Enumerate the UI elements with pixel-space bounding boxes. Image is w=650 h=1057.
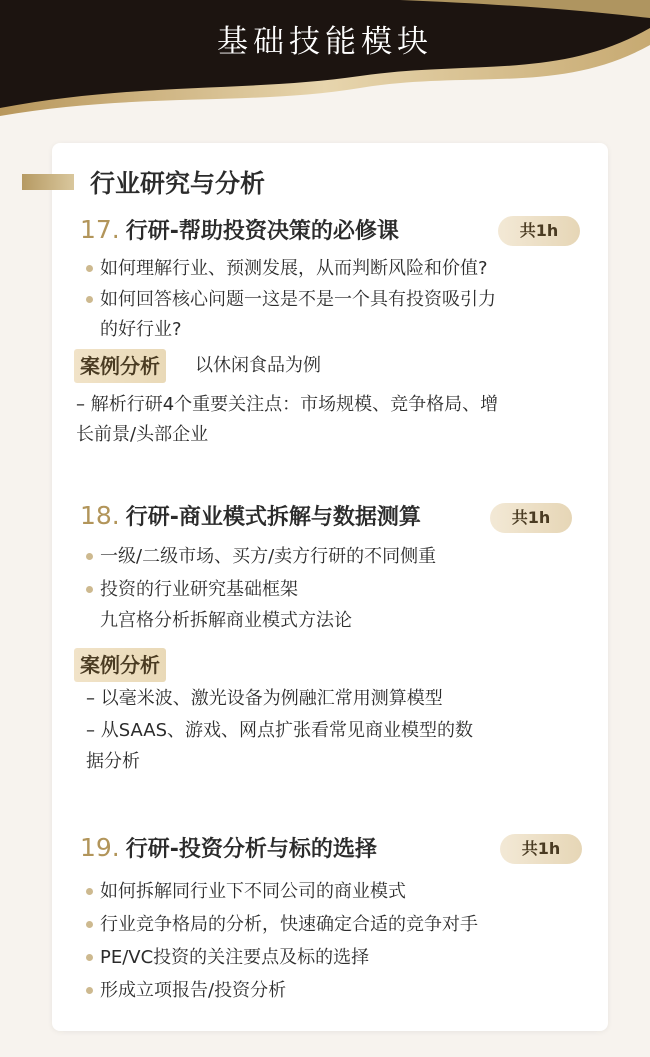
case-study-line: – 从SAAS、游戏、网点扩张看常见商业模型的数 [86,720,474,741]
case-study-line: 据分析 [86,751,140,772]
duration-badge: 共1h [498,216,580,246]
bullet-text-continued: 九宫格分析拆解商业模式方法论 [100,610,352,631]
module-number: 17. [80,215,120,244]
duration-badge: 共1h [490,503,572,533]
module-title: 行研-投资分析与标的选择 [125,837,377,862]
bullet-text: PE/VC投资的关注要点及标的选择 [100,947,370,968]
bullet-dot [86,586,93,593]
module-title: 行研-商业模式拆解与数据测算 [125,505,421,530]
bullet-dot [86,265,93,272]
section-accent-bar [22,174,74,190]
section-title: 行业研究与分析 [90,169,266,198]
duration-badge: 共1h [500,834,582,864]
module-number: 18. [80,501,120,530]
bullet-dot [86,553,93,560]
bullet-text: 如何理解行业、预测发展，从而判断风险和价值? [100,258,488,279]
bullet-dot [86,987,93,994]
bullet-text: 行业竞争格局的分析，快速确定合适的竞争对手 [100,914,478,935]
header-banner [0,0,650,130]
page-title: 基础技能模块 [217,24,433,60]
bullet-dot [86,954,93,961]
bullet-text: 投资的行业研究基础框架 [100,579,298,600]
module-heading [80,832,377,863]
case-study-label: 案例分析 [74,648,166,682]
module-heading [80,214,399,245]
bullet-dot [86,921,93,928]
bullet-text: 一级/二级市场、买方/卖方行研的不同侧重 [100,546,437,567]
bullet-dot [86,888,93,895]
case-study-subject: 以休闲食品为例 [195,355,321,376]
bullet-text: 如何拆解同行业下不同公司的商业模式 [100,881,406,902]
case-study-label: 案例分析 [74,349,166,383]
bullet-text-continued: 的好行业? [100,319,182,340]
bullet-dot [86,296,93,303]
module-title: 行研-帮助投资决策的必修课 [125,219,399,244]
case-study-line: – 解析行研4个重要关注点：市场规模、竞争格局、增 [76,394,499,415]
bullet-text: 如何回答核心问题一这是不是一个具有投资吸引力 [100,289,496,310]
bullet-text: 形成立项报告/投资分析 [100,980,287,1001]
case-study-line: 长前景/头部企业 [76,424,209,445]
module-heading [80,500,421,531]
module-number: 19. [80,833,120,862]
case-study-line: – 以毫米波、激光设备为例融汇常用测算模型 [86,688,443,709]
